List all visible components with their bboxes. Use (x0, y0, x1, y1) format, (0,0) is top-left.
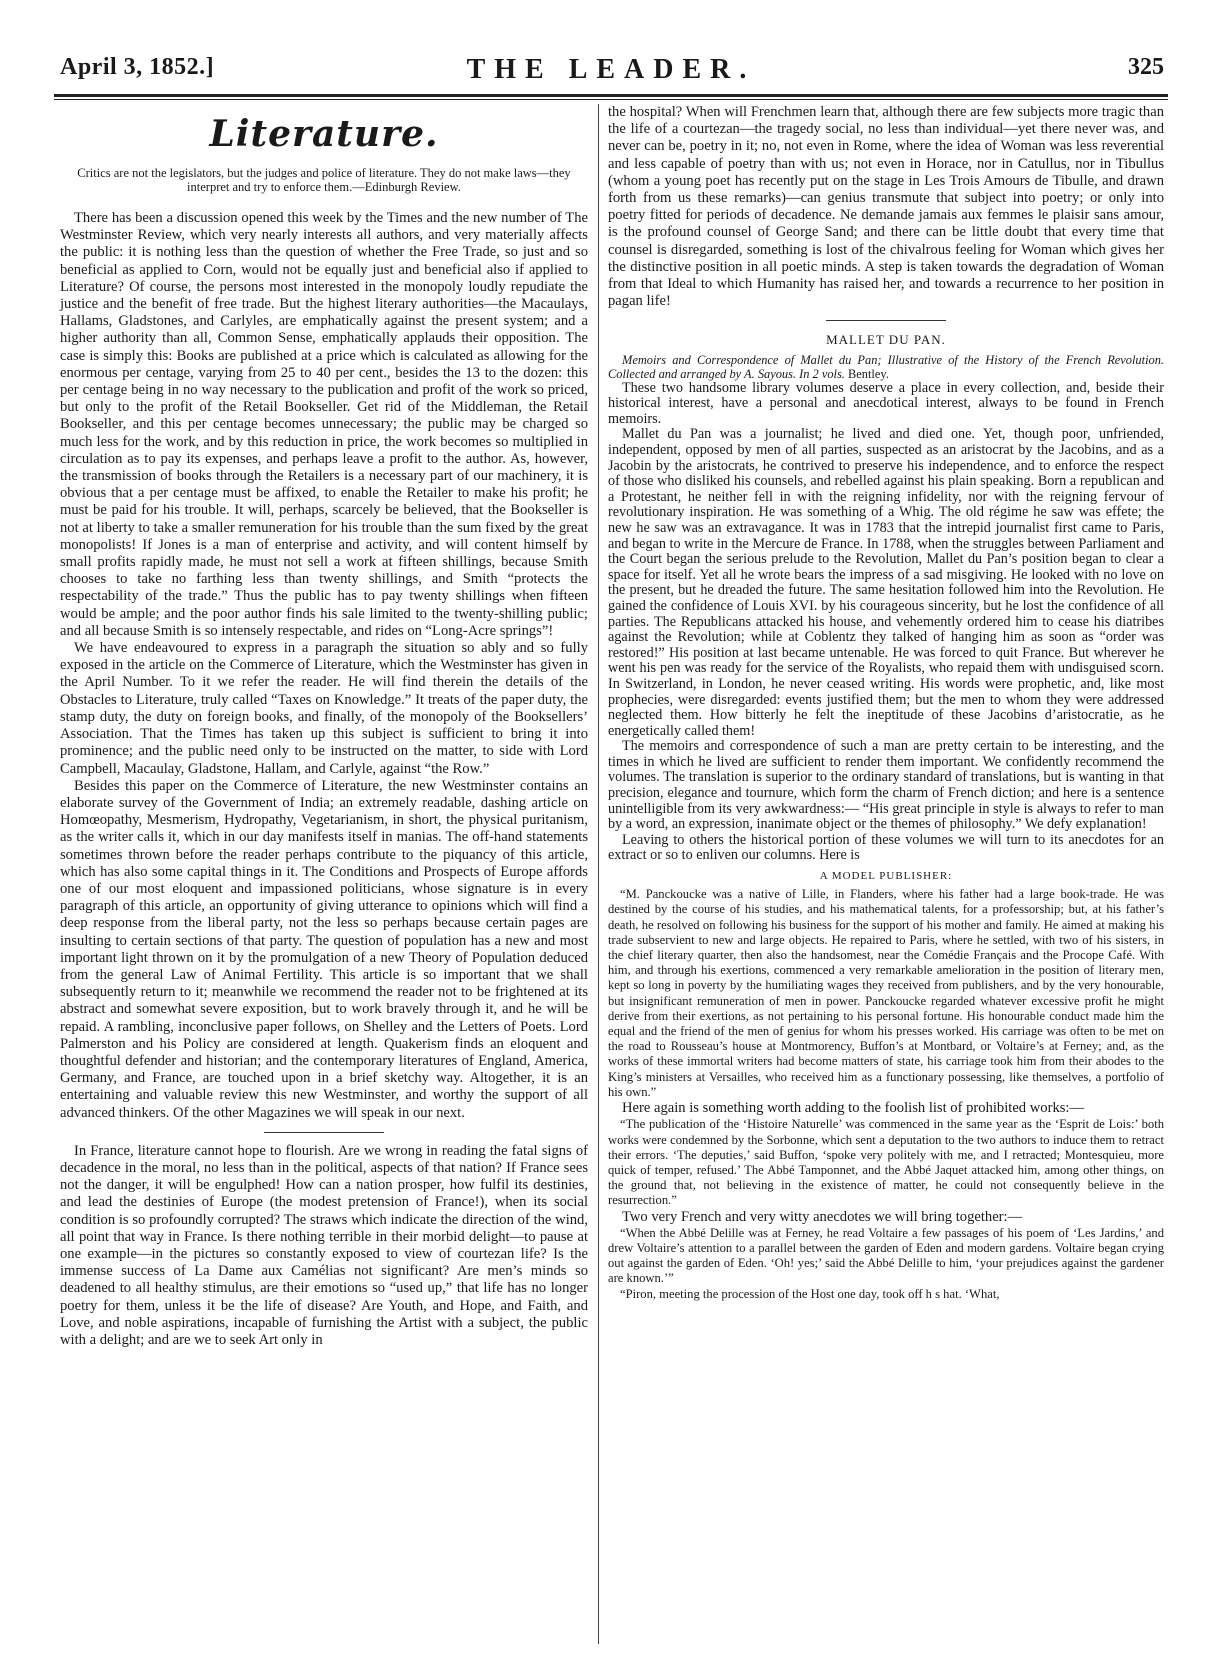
book-reference (608, 353, 1164, 381)
quoted-extract: “When the Abbé Delille was at Ferney, he read Voltaire a few passages of his poem of ‘Les Jardins,’ and drew Voltaire’s attention to a parallel between the garden of Eden and modern gardens. Voltaire began crying out against the garden of Eden. ‘Oh! yes;’ said the Abbé Delille to him, ‘your prejudices against the gardener are known.’” (608, 1225, 1164, 1286)
article-title: MALLET DU PAN. (826, 332, 946, 348)
newspaper-title: THE LEADER. (466, 54, 756, 85)
paragraph: Leaving to others the historical portion of these volumes we will turn to its anecdotes for an extract or so to enliven our columns. Here is (608, 831, 1164, 864)
extract-heading: A MODEL PUBLISHER: (819, 870, 953, 883)
quoted-extract: “The publication of the ‘Histoire Naturelle’ was commenced in the same year as the ‘Esprit de Lois:’ both works were condemned by the Sorbonne, which sent a deputation to the two authors to induce them to retract their errors. ‘The deputies,’ said Buffon, ‘spoke very politely with me, and I retracted; Montesquieu, more quick of temper, refused.’ The Abbé Tamponnet, and the Abbé Jaquet attacked him, among other things, on the ground that, not believing in the existence of matter, he could not consequently believe in the resurrection.” (608, 1117, 1164, 1208)
section-divider (264, 1132, 384, 1133)
header-rule-thick (54, 94, 1168, 97)
paragraph: In France, literature cannot hope to flourish. Are we wrong in reading the fatal signs of decadence in the moral, no less than in the political, aspects of that nation? If France sees not the danger, it will be engulphed! How can a nation prosper, how fulfil its destinies, and lead the destinies of Europe (the modest pretension of France!), when its social condition is so profoundly corrupted? The straws which indicate the direction of the wind, all point that way in France. Is there nothing terrible in their morbid delight—to pause at one example—in the pictures so constantly exposed to view of courtezan life? Is the immense success of La Dame aux Camélias not significant? Are men’s minds so deadened to all healthy stimulus, are their emotions so “used up,” that life has no longer poetry for them, unless it be the life of disease? Are Youth, and Hope, and Faith, and Love, and noble aspirations, incapable of furnishing the Artist with a subject, the public with a delight; and are we to seek Art only in (60, 1142, 588, 1348)
right-column (608, 104, 1164, 1302)
book-title: Memoirs and Correspondence of Mallet du Pan; Illustrative of the History of the French Revolution. Collected and arranged by A. Sayous. In 2 vols. (608, 352, 1164, 381)
paragraph: The memoirs and correspondence of such a man are pretty certain to be interesting, and the times in which he lived are sufficient to render them important. We confidently recommend the volumes. The translation is superior to the ordinary standard of translations, but is wanting in that precision, elegance and tournure, which form the charm of French diction; and here is a sentence unintelligible from its very awkwardness:— “His great principle in style is always to refer to man by a word, an expression, inanimate object or the themes of philosophy.” We defy explanation! (608, 738, 1164, 833)
paragraph: Two very French and very witty anecdotes we will bring together:— (622, 1208, 1023, 1225)
article-body (608, 381, 1164, 864)
column-divider (598, 104, 599, 1644)
section-title: Literature. (209, 113, 439, 155)
quoted-extract: “Piron, meeting the procession of the Host one day, took off h s hat. ‘What, (620, 1286, 1000, 1301)
paragraph: Here again is something worth adding to the foolish list of prohibited works:— (622, 1100, 1085, 1117)
paragraph: Besides this paper on the Commerce of Literature, the new Westminster contains an elaborate survey of the Government of India; an extremely readable, dashing article on Homœopathy, Mesmerism, Hydropathy, Vegetarianism, in short, the physical puritanism, as the writer calls it, which in our day manifests itself in manias. The off-hand statements sometimes thrown before the reader perhaps contribute to the piquancy of this article, which has also some capital things in it. The Conditions and Prospects of Europe affords one of our most eloquent and impassioned politicians, whose signature is in every paragraph of this article, an opportunity of giving utterance to opinions which will find a deep response from the liberal party, not the less so perhaps because certain pages are insulting to certain sections of that party. The question of population has a new and most important light thrown on it by the promulgation of a new Theory of Population deduced from the general Law of Animal Fertility. This article is so important that we shall subsequently return to it; meanwhile we recommend the reader not to be frightened at its abstract and somewhat severe exposition, but to work bravely through it, and he will be repaid. A rambling, inconclusive paper follows, on Shelley and the Letters of Poets. Lord Palmerston and his Policy are considered at length. Quakerism finds an eloquent and thoughtful defender and historian; and the contemporary literatures of England, America, Germany, and France, are touched upon in a brief sketchy way. Altogether, it is an entertaining and valuable review this new Westminster, and worthy the support of all advanced thinkers. Of the other Magazines we will speak in our next. (60, 777, 588, 1121)
paragraph: Mallet du Pan was a journalist; he lived and died one. Yet, though poor, unfriended, independent, opposed by men of all parties, suspected as an aristocrat by the Jacobins, and as a Jacobin by the aristocrats, he contrived to preserve his independence, and to enforce the respect of those who disliked his counsels, and rebelled against his plain speaking. Born a republican and a Protestant, he neither fell in with the reigning infidelity, nor with the reigning fervour of revolutionary inspiration. He was something of a Whig. The old régime he saw was effete; the new he saw was an extravagance. It was in 1783 that the intrepid journalist first came to Paris, and began to write in the Mercure de France. In 1788, when the struggles between Parliament and the Court began the serious prelude to the Revolution, Mallet du Pan’s position began to clear a space for itself. Yet all he wrote bears the impress of a sad misgiving. He looked with no love on the present, but he dreaded the future. The same hesitation followed him into the Revolution. He gained the confidence of Louis XVI. by his courageous sincerity, but he lost the confidence of all parties. The Republicans attacked his house, and vehemently ordered him to cease his diatribes against the Revolution; while at Coblentz they talked of hanging him as soon as “order was restored!” His position at last became untenable. He was forced to quit France. But wherever he went his pen was ready for the service of the Royalists, who repaid them with undisguised scorn. In Switzerland, in London, he never ceased writing. His words were prophetic, and, like most prophecies, were disregarded: events justified them; but the men to whom they were addressed neglected them. How bitterly he felt the ineptitude of these Jacobins d’aristocratie, as he energetically called them! (608, 426, 1164, 739)
issue-date: April 3, 1852.] (60, 54, 215, 80)
extract-block (608, 1117, 1164, 1208)
left-column (60, 104, 588, 1349)
extract-block (608, 1226, 1164, 1302)
epigraph: Critics are not the legislators, but the judges and police of literature. They do not make laws—they interpret and try to enforce them.—Edinburgh Review. (77, 166, 571, 194)
book-publisher: Bentley. (848, 366, 889, 381)
section-divider (826, 320, 946, 321)
continued-paragraph: the hospital? When will Frenchmen learn that, although there are few subjects more tragic than the life of a courtezan—the tragedy social, no less than individual—yet there never was, and never can be, poetry in it; no, not even in Rome, where the idea of Woman was less reverential and less capable of poetry than with us; not even in Horace, nor in Catullus, nor in Tibullus (whom a young poet has recently put on the stage in Les Trois Amours de Tibulle, and drawn forth from us these remarks)—can genius transmute that subject into poetry; or only into poetry fitted for periods of decadence. Ne demande jamais aux femmes le plaisir sans amour, is the profound counsel of George Sand; and there can be little doubt that every time that counsel is disregarded, something is lost of the chivalrous feeling for Woman which gives her the distinctive position in all poetic minds. A step is taken towards the degradation of Woman from that Ideal to which Humanity has raised her, and towards a recurrence to her position in pagan life! (608, 104, 1164, 310)
extract-block (608, 887, 1164, 1100)
paragraph: These two handsome library volumes deserve a place in every collection, and, beside their historical interest, have a personal and anecdotical interest, always to be found in French memoirs. (608, 379, 1164, 427)
header-rule-thin (54, 99, 1168, 100)
page-number: 325 (1128, 54, 1164, 80)
paragraph: We have endeavoured to express in a paragraph the situation so ably and so fully exposed in the article on the Commerce of Literature, which the Westminster has given in the April Number. To it we refer the reader. He will find therein the details of the Obstacles to Literature, truly called “Taxes on Knowledge.” It treats of the paper duty, the stamp duty, the duty on foreign books, and finally, of the monopoly of the Booksellers’ Association. That the Times has taken up this subject is sufficient to bring it into prominence; and the public need only to be instructed on the matter, to side with Lord Campbell, Macaulay, Gladstone, Hallam, and Carlyle, against “the Row.” (60, 640, 588, 777)
page-header (54, 52, 1168, 92)
quoted-extract: “M. Panckoucke was a native of Lille, in Flanders, where his father had a large book-trade. He was destined by the course of his studies, and his mathematical talents, for a professorship; but, at his father’s death, he resolved on following his business for the support of his mother and family. He aimed at making his trade subservient to new and large objects. He repaired to Paris, where he settled, with two of his sisters, in the chief literary quarter, then also the handsomest, near the Comédie Français and the Procope Café. With him, and through his exertions, commenced a very remarkable amelioration in the position of literary men, kept so long in poverty by the humiliating wages they received from publishers, and by the very honourable, but insignificant remuneration of men in power. Panckoucke regarded whatever excessive profit he might derive from their exertions, as not pertaining to his personal fortune. His honourable conduct made him the equal and the friend of the men of genius for whom his presses worked. His carriage was often to be met on the road to Rousseau’s house at Montmorency, Buffon’s at Montbard, or Voltaire’s at Ferney; and, as the works of these immortal writers had become matters of state, his carriage took him from their abodes to the King’s ministers at Versailles, who received him as a functionary possessing, like themselves, a portfolio of his own.” (608, 887, 1164, 1099)
paragraph: There has been a discussion opened this week by the Times and the new number of The Westminster Review, which very nearly interests all authors, and very materially affects the public: it is nothing less than the question of whether the Free Trade, so just and so beneficial as applied to Corn, would not be equally just and beneficial also if applied to Literature? Of course, the persons most interested in the monopoly loudly repudiate the justice and the benefit of free trade. But the highest literary authorities—the Macaulays, Hallams, Gladstones, and Carlyles, are emphatically against the present system; and a higher authority than all, Common Sense, emphatically applauds their opposition. The case is simply this: Books are published at a price which is calculated as allowing for the enormous per centage, varying from 25 to 40 per cent., besides the 13 to the dozen: this per centage being in no way necessary to the publication and profit of the work so priced, but only to the profit of the Retail Bookseller. Get rid of the Middleman, the Retail Bookseller, and this per centage becomes unnecessary; the public may be charged so much less for the work, and by this reduction in price, the work becomes so multiplied in circulation as to pay its expenses, and perhaps leave a profit to the author. As, however, the transmission of books through the Retailers is a necessary part of our machinery, it is obvious that a per centage must be affixed, to enable the Retailer to make his profit; he must be paid for his trouble. It will, perhaps, scarcely be believed, that the Bookseller is not at liberty to take a smaller remuneration for his trouble than the sum fixed by the great monopolists! If Jones is a man of enterprise and activity, and will content himself by small profits rapidly made, he must not sell a work at fifteen shillings, because Smith chooses to take no farthing less than twenty shillings, and Smith “protects the respectability of the trade.” Thus the public has to pay twenty shillings when fifteen would be ample; and the poor author finds his sale limited to the twenty-shilling public; and all because Smith is so intensely respectable, and rides on “Long-Acre springs”! (60, 210, 588, 639)
